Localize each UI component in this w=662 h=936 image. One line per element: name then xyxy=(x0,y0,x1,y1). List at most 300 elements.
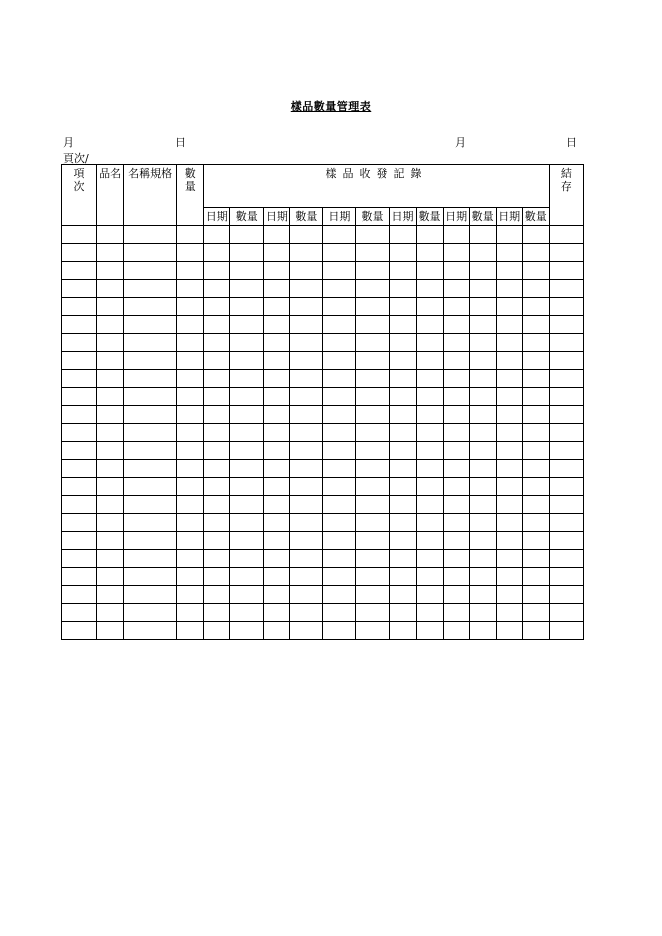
table-cell[interactable] xyxy=(416,586,443,604)
table-cell[interactable] xyxy=(496,262,522,280)
table-cell[interactable] xyxy=(356,478,389,496)
table-cell[interactable] xyxy=(230,424,264,442)
table-cell[interactable] xyxy=(443,298,469,316)
table-cell[interactable] xyxy=(443,334,469,352)
table-cell[interactable] xyxy=(389,550,416,568)
table-cell[interactable] xyxy=(323,514,356,532)
table-cell[interactable] xyxy=(323,532,356,550)
table-cell[interactable] xyxy=(443,388,469,406)
table-cell[interactable] xyxy=(204,442,230,460)
table-cell[interactable] xyxy=(177,352,204,370)
table-cell[interactable] xyxy=(549,334,583,352)
table-cell[interactable] xyxy=(389,514,416,532)
table-cell[interactable] xyxy=(323,388,356,406)
table-cell[interactable] xyxy=(416,568,443,586)
table-cell[interactable] xyxy=(230,316,264,334)
table-cell[interactable] xyxy=(124,262,177,280)
table-cell[interactable] xyxy=(177,460,204,478)
table-cell[interactable] xyxy=(264,514,290,532)
table-cell[interactable] xyxy=(204,586,230,604)
table-cell[interactable] xyxy=(549,550,583,568)
table-cell[interactable] xyxy=(389,604,416,622)
table-cell[interactable] xyxy=(204,334,230,352)
table-cell[interactable] xyxy=(549,262,583,280)
table-cell[interactable] xyxy=(443,316,469,334)
table-cell[interactable] xyxy=(496,550,522,568)
table-cell[interactable] xyxy=(522,298,549,316)
table-cell[interactable] xyxy=(290,496,323,514)
table-cell[interactable] xyxy=(496,352,522,370)
table-cell[interactable] xyxy=(549,496,583,514)
table-cell[interactable] xyxy=(549,370,583,388)
table-cell[interactable] xyxy=(204,550,230,568)
table-cell[interactable] xyxy=(97,442,124,460)
table-cell[interactable] xyxy=(443,352,469,370)
table-cell[interactable] xyxy=(177,550,204,568)
table-cell[interactable] xyxy=(496,478,522,496)
table-cell[interactable] xyxy=(323,352,356,370)
table-cell[interactable] xyxy=(62,442,97,460)
table-cell[interactable] xyxy=(62,532,97,550)
table-cell[interactable] xyxy=(230,334,264,352)
table-cell[interactable] xyxy=(496,622,522,640)
table-cell[interactable] xyxy=(469,442,496,460)
table-cell[interactable] xyxy=(290,370,323,388)
table-cell[interactable] xyxy=(469,478,496,496)
table-cell[interactable] xyxy=(323,334,356,352)
table-cell[interactable] xyxy=(124,226,177,244)
table-cell[interactable] xyxy=(496,568,522,586)
table-cell[interactable] xyxy=(416,442,443,460)
table-cell[interactable] xyxy=(97,334,124,352)
table-cell[interactable] xyxy=(323,604,356,622)
table-cell[interactable] xyxy=(62,280,97,298)
table-cell[interactable] xyxy=(469,568,496,586)
table-cell[interactable] xyxy=(177,388,204,406)
table-cell[interactable] xyxy=(522,514,549,532)
table-cell[interactable] xyxy=(264,442,290,460)
table-cell[interactable] xyxy=(62,550,97,568)
table-cell[interactable] xyxy=(62,514,97,532)
table-cell[interactable] xyxy=(230,460,264,478)
table-cell[interactable] xyxy=(549,568,583,586)
table-cell[interactable] xyxy=(124,514,177,532)
table-cell[interactable] xyxy=(62,316,97,334)
table-cell[interactable] xyxy=(264,568,290,586)
table-cell[interactable] xyxy=(389,352,416,370)
table-cell[interactable] xyxy=(62,406,97,424)
table-cell[interactable] xyxy=(62,424,97,442)
table-cell[interactable] xyxy=(204,280,230,298)
table-cell[interactable] xyxy=(522,388,549,406)
table-cell[interactable] xyxy=(290,424,323,442)
table-cell[interactable] xyxy=(124,586,177,604)
table-cell[interactable] xyxy=(469,460,496,478)
table-cell[interactable] xyxy=(416,550,443,568)
table-cell[interactable] xyxy=(443,226,469,244)
table-cell[interactable] xyxy=(290,532,323,550)
table-cell[interactable] xyxy=(469,586,496,604)
table-cell[interactable] xyxy=(323,442,356,460)
table-cell[interactable] xyxy=(389,478,416,496)
table-cell[interactable] xyxy=(264,298,290,316)
table-cell[interactable] xyxy=(230,244,264,262)
table-cell[interactable] xyxy=(97,532,124,550)
table-cell[interactable] xyxy=(124,334,177,352)
table-cell[interactable] xyxy=(230,298,264,316)
table-cell[interactable] xyxy=(443,622,469,640)
table-cell[interactable] xyxy=(469,334,496,352)
table-cell[interactable] xyxy=(469,262,496,280)
table-cell[interactable] xyxy=(124,442,177,460)
table-cell[interactable] xyxy=(416,280,443,298)
table-cell[interactable] xyxy=(469,388,496,406)
table-cell[interactable] xyxy=(230,388,264,406)
table-cell[interactable] xyxy=(416,298,443,316)
table-cell[interactable] xyxy=(290,568,323,586)
table-cell[interactable] xyxy=(549,298,583,316)
table-cell[interactable] xyxy=(356,334,389,352)
table-cell[interactable] xyxy=(443,532,469,550)
table-cell[interactable] xyxy=(496,496,522,514)
table-cell[interactable] xyxy=(416,316,443,334)
table-cell[interactable] xyxy=(97,226,124,244)
table-cell[interactable] xyxy=(522,370,549,388)
table-cell[interactable] xyxy=(204,532,230,550)
table-cell[interactable] xyxy=(443,568,469,586)
table-cell[interactable] xyxy=(62,496,97,514)
table-cell[interactable] xyxy=(389,370,416,388)
table-cell[interactable] xyxy=(290,550,323,568)
table-cell[interactable] xyxy=(389,298,416,316)
table-cell[interactable] xyxy=(62,622,97,640)
table-cell[interactable] xyxy=(230,406,264,424)
table-cell[interactable] xyxy=(356,460,389,478)
table-cell[interactable] xyxy=(290,604,323,622)
table-cell[interactable] xyxy=(469,532,496,550)
table-cell[interactable] xyxy=(496,460,522,478)
table-cell[interactable] xyxy=(356,406,389,424)
table-cell[interactable] xyxy=(389,280,416,298)
table-cell[interactable] xyxy=(522,550,549,568)
table-cell[interactable] xyxy=(356,424,389,442)
table-cell[interactable] xyxy=(264,244,290,262)
table-cell[interactable] xyxy=(443,262,469,280)
table-cell[interactable] xyxy=(97,586,124,604)
table-cell[interactable] xyxy=(469,370,496,388)
table-cell[interactable] xyxy=(62,388,97,406)
table-cell[interactable] xyxy=(496,424,522,442)
table-cell[interactable] xyxy=(496,514,522,532)
table-cell[interactable] xyxy=(469,280,496,298)
table-cell[interactable] xyxy=(264,316,290,334)
table-cell[interactable] xyxy=(290,406,323,424)
table-cell[interactable] xyxy=(469,244,496,262)
table-cell[interactable] xyxy=(389,244,416,262)
table-cell[interactable] xyxy=(264,532,290,550)
table-cell[interactable] xyxy=(549,424,583,442)
table-cell[interactable] xyxy=(290,388,323,406)
table-cell[interactable] xyxy=(389,388,416,406)
table-cell[interactable] xyxy=(230,622,264,640)
table-cell[interactable] xyxy=(323,370,356,388)
table-cell[interactable] xyxy=(177,244,204,262)
table-cell[interactable] xyxy=(97,262,124,280)
table-cell[interactable] xyxy=(97,280,124,298)
table-cell[interactable] xyxy=(416,460,443,478)
table-cell[interactable] xyxy=(416,496,443,514)
table-cell[interactable] xyxy=(389,568,416,586)
table-cell[interactable] xyxy=(469,406,496,424)
table-cell[interactable] xyxy=(522,244,549,262)
table-cell[interactable] xyxy=(177,586,204,604)
table-cell[interactable] xyxy=(522,442,549,460)
table-cell[interactable] xyxy=(323,460,356,478)
table-cell[interactable] xyxy=(522,622,549,640)
table-cell[interactable] xyxy=(443,478,469,496)
table-cell[interactable] xyxy=(264,478,290,496)
table-cell[interactable] xyxy=(496,406,522,424)
table-cell[interactable] xyxy=(177,406,204,424)
table-cell[interactable] xyxy=(230,442,264,460)
table-cell[interactable] xyxy=(443,424,469,442)
table-cell[interactable] xyxy=(264,352,290,370)
table-cell[interactable] xyxy=(97,388,124,406)
table-cell[interactable] xyxy=(62,262,97,280)
table-cell[interactable] xyxy=(290,280,323,298)
table-cell[interactable] xyxy=(389,460,416,478)
table-cell[interactable] xyxy=(204,262,230,280)
table-cell[interactable] xyxy=(230,586,264,604)
table-cell[interactable] xyxy=(97,550,124,568)
table-cell[interactable] xyxy=(62,460,97,478)
table-cell[interactable] xyxy=(124,316,177,334)
table-cell[interactable] xyxy=(522,496,549,514)
table-cell[interactable] xyxy=(469,496,496,514)
table-cell[interactable] xyxy=(177,514,204,532)
table-cell[interactable] xyxy=(522,316,549,334)
table-cell[interactable] xyxy=(204,460,230,478)
table-cell[interactable] xyxy=(356,262,389,280)
table-cell[interactable] xyxy=(549,352,583,370)
table-cell[interactable] xyxy=(204,298,230,316)
table-cell[interactable] xyxy=(97,604,124,622)
table-cell[interactable] xyxy=(290,622,323,640)
table-cell[interactable] xyxy=(416,532,443,550)
table-cell[interactable] xyxy=(522,478,549,496)
table-cell[interactable] xyxy=(62,478,97,496)
table-cell[interactable] xyxy=(443,460,469,478)
table-cell[interactable] xyxy=(124,370,177,388)
table-cell[interactable] xyxy=(230,514,264,532)
table-cell[interactable] xyxy=(264,388,290,406)
table-cell[interactable] xyxy=(177,280,204,298)
table-cell[interactable] xyxy=(549,532,583,550)
table-cell[interactable] xyxy=(416,226,443,244)
table-cell[interactable] xyxy=(230,496,264,514)
table-cell[interactable] xyxy=(389,424,416,442)
table-cell[interactable] xyxy=(177,622,204,640)
table-cell[interactable] xyxy=(496,244,522,262)
table-cell[interactable] xyxy=(264,604,290,622)
table-cell[interactable] xyxy=(290,352,323,370)
table-cell[interactable] xyxy=(522,226,549,244)
table-cell[interactable] xyxy=(416,406,443,424)
table-cell[interactable] xyxy=(177,298,204,316)
table-cell[interactable] xyxy=(290,262,323,280)
table-cell[interactable] xyxy=(416,262,443,280)
table-cell[interactable] xyxy=(356,550,389,568)
table-cell[interactable] xyxy=(230,280,264,298)
table-cell[interactable] xyxy=(124,550,177,568)
table-cell[interactable] xyxy=(323,496,356,514)
table-cell[interactable] xyxy=(443,370,469,388)
table-cell[interactable] xyxy=(124,406,177,424)
table-cell[interactable] xyxy=(389,262,416,280)
table-cell[interactable] xyxy=(389,334,416,352)
table-cell[interactable] xyxy=(230,550,264,568)
table-cell[interactable] xyxy=(204,226,230,244)
table-cell[interactable] xyxy=(549,406,583,424)
table-cell[interactable] xyxy=(97,244,124,262)
table-cell[interactable] xyxy=(97,424,124,442)
table-cell[interactable] xyxy=(356,568,389,586)
table-cell[interactable] xyxy=(177,316,204,334)
table-cell[interactable] xyxy=(443,514,469,532)
table-cell[interactable] xyxy=(389,532,416,550)
table-cell[interactable] xyxy=(204,388,230,406)
table-cell[interactable] xyxy=(62,604,97,622)
table-cell[interactable] xyxy=(204,316,230,334)
table-cell[interactable] xyxy=(204,352,230,370)
table-cell[interactable] xyxy=(97,496,124,514)
table-cell[interactable] xyxy=(549,604,583,622)
table-cell[interactable] xyxy=(97,514,124,532)
table-cell[interactable] xyxy=(389,586,416,604)
table-cell[interactable] xyxy=(290,334,323,352)
table-cell[interactable] xyxy=(290,442,323,460)
table-cell[interactable] xyxy=(323,298,356,316)
table-cell[interactable] xyxy=(356,586,389,604)
table-cell[interactable] xyxy=(323,586,356,604)
table-cell[interactable] xyxy=(323,262,356,280)
table-cell[interactable] xyxy=(290,298,323,316)
table-cell[interactable] xyxy=(62,586,97,604)
table-cell[interactable] xyxy=(97,352,124,370)
table-cell[interactable] xyxy=(62,568,97,586)
table-cell[interactable] xyxy=(389,442,416,460)
table-cell[interactable] xyxy=(62,370,97,388)
table-cell[interactable] xyxy=(230,568,264,586)
table-cell[interactable] xyxy=(356,604,389,622)
table-cell[interactable] xyxy=(522,604,549,622)
table-cell[interactable] xyxy=(469,298,496,316)
table-cell[interactable] xyxy=(204,496,230,514)
table-cell[interactable] xyxy=(522,406,549,424)
table-cell[interactable] xyxy=(549,586,583,604)
table-cell[interactable] xyxy=(230,352,264,370)
table-cell[interactable] xyxy=(549,226,583,244)
table-cell[interactable] xyxy=(264,550,290,568)
table-cell[interactable] xyxy=(549,460,583,478)
table-cell[interactable] xyxy=(177,424,204,442)
table-cell[interactable] xyxy=(356,370,389,388)
table-cell[interactable] xyxy=(230,226,264,244)
table-cell[interactable] xyxy=(124,424,177,442)
table-cell[interactable] xyxy=(264,280,290,298)
table-cell[interactable] xyxy=(177,532,204,550)
table-cell[interactable] xyxy=(356,298,389,316)
table-cell[interactable] xyxy=(177,442,204,460)
table-cell[interactable] xyxy=(496,226,522,244)
table-cell[interactable] xyxy=(522,262,549,280)
table-cell[interactable] xyxy=(522,424,549,442)
table-cell[interactable] xyxy=(416,514,443,532)
table-cell[interactable] xyxy=(443,406,469,424)
table-cell[interactable] xyxy=(290,226,323,244)
table-cell[interactable] xyxy=(124,604,177,622)
table-cell[interactable] xyxy=(323,406,356,424)
table-cell[interactable] xyxy=(416,352,443,370)
table-cell[interactable] xyxy=(443,244,469,262)
table-cell[interactable] xyxy=(356,532,389,550)
table-cell[interactable] xyxy=(549,280,583,298)
table-cell[interactable] xyxy=(204,370,230,388)
table-cell[interactable] xyxy=(522,280,549,298)
table-cell[interactable] xyxy=(323,280,356,298)
table-cell[interactable] xyxy=(416,424,443,442)
table-cell[interactable] xyxy=(323,244,356,262)
table-cell[interactable] xyxy=(469,604,496,622)
table-cell[interactable] xyxy=(204,514,230,532)
table-cell[interactable] xyxy=(62,352,97,370)
table-cell[interactable] xyxy=(496,586,522,604)
table-cell[interactable] xyxy=(356,352,389,370)
table-cell[interactable] xyxy=(264,622,290,640)
table-cell[interactable] xyxy=(416,622,443,640)
table-cell[interactable] xyxy=(290,586,323,604)
table-cell[interactable] xyxy=(204,604,230,622)
table-cell[interactable] xyxy=(323,568,356,586)
table-cell[interactable] xyxy=(97,460,124,478)
table-cell[interactable] xyxy=(356,244,389,262)
table-cell[interactable] xyxy=(496,388,522,406)
table-cell[interactable] xyxy=(469,352,496,370)
table-cell[interactable] xyxy=(356,496,389,514)
table-cell[interactable] xyxy=(97,316,124,334)
table-cell[interactable] xyxy=(416,478,443,496)
table-cell[interactable] xyxy=(290,514,323,532)
table-cell[interactable] xyxy=(389,226,416,244)
table-cell[interactable] xyxy=(549,514,583,532)
table-cell[interactable] xyxy=(496,442,522,460)
table-cell[interactable] xyxy=(522,568,549,586)
table-cell[interactable] xyxy=(389,316,416,334)
table-cell[interactable] xyxy=(416,334,443,352)
table-cell[interactable] xyxy=(264,370,290,388)
table-cell[interactable] xyxy=(62,298,97,316)
table-cell[interactable] xyxy=(124,388,177,406)
table-cell[interactable] xyxy=(469,622,496,640)
table-cell[interactable] xyxy=(356,442,389,460)
table-cell[interactable] xyxy=(97,622,124,640)
table-cell[interactable] xyxy=(230,604,264,622)
table-cell[interactable] xyxy=(416,604,443,622)
table-cell[interactable] xyxy=(522,586,549,604)
table-cell[interactable] xyxy=(549,478,583,496)
table-cell[interactable] xyxy=(177,370,204,388)
table-cell[interactable] xyxy=(264,586,290,604)
